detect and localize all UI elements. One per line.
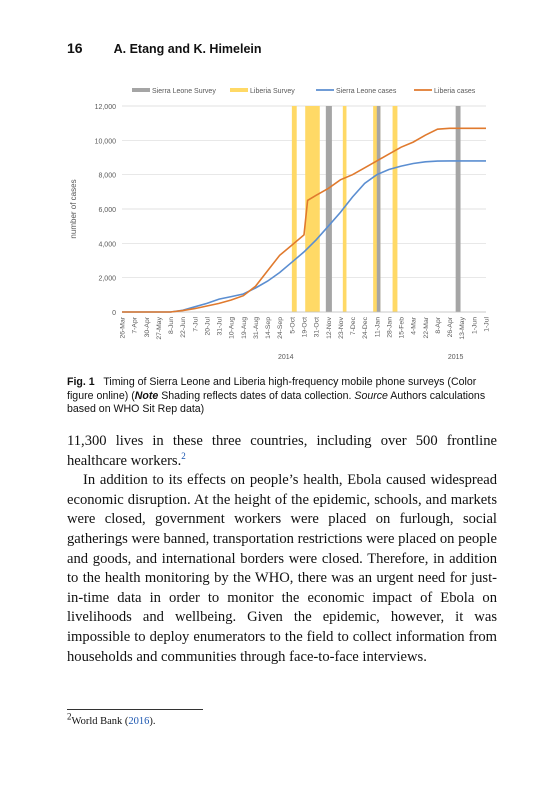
legend-label: Sierra Leone cases [336,88,397,95]
x-tick-label: 27-May [155,317,163,340]
caption-note-word: Note [134,389,159,402]
y-tick-label: 4,000 [98,241,116,249]
x-tick-label: 26-Mar [119,317,127,339]
x-tick-label: 26-Apr [447,317,455,338]
x-tick-label: 11-Jan [374,317,382,338]
x-tick-label: 20-Jul [204,317,212,336]
x-tick-label: 30-Apr [143,317,151,338]
survey-band [292,106,297,312]
body-text [67,432,497,667]
paragraph-1-text: 11,300 lives in these three countries, including over 500 frontline healthcare workers. [67,433,497,469]
x-tick-label: 14-Sep [265,317,273,339]
y-tick-label: 6,000 [98,207,116,214]
y-tick-label: 10,000 [94,138,116,146]
x-tick-label: 31-Jul [216,317,224,336]
x-tick-label: 24-Sep [277,317,285,339]
x-tick-label: 8-Jun [168,317,176,335]
x-tick-label: 7-Jul [192,317,200,332]
page-header [67,40,262,56]
year-label: 2014 [278,354,294,361]
survey-band [456,106,461,312]
paragraph-2: In addition to its effects on people’s health, Ebola caused widespread economic disruption. At the height of the epidemic, schools, and markets were closed, government workers were placed on furlough, social gatherings were banned, transportation restrictions were placed on people and goods, and international borders were closed. Therefore, in addition to the health monitoring by the WHO, there was an urgent need for just-in-time data in order to monitor the economic impact of Ebola on livelihoods and wellbeing. Given the epidemic, however, it was impossible to deploy enumerators to the field to collect information from households and communities through face-to-face interviews. [67,472,497,665]
series-line [122,128,486,312]
caption-source-word: Source [354,389,388,402]
x-tick-label: 24-Dec [362,317,370,339]
running-head-authors: A. Etang and K. Himelein [113,42,262,56]
legend-swatch [230,88,248,92]
x-tick-label: 22-Mar [422,317,430,339]
footnote-close: ). [149,716,156,727]
legend-label: Liberia Survey [250,88,295,95]
footnote-marker: 2 [67,711,72,722]
chart-svg [60,84,500,369]
survey-band [377,106,381,312]
year-label: 2015 [447,354,464,361]
y-axis-label: number of cases [69,179,78,239]
x-tick-label: 31-Aug [252,317,260,339]
y-tick-label: 8,000 [98,172,116,180]
footnote-text: World Bank ( [71,716,129,727]
x-tick-label: 5-Oct [289,317,297,334]
footnote-divider [67,709,203,710]
x-tick-label: 4-Mar [410,317,418,335]
series-line [122,161,486,312]
x-tick-label: 8-Apr [434,317,442,334]
caption-label: Fig. 1 [67,376,95,388]
figure-caption [67,376,497,417]
legend-label: Sierra Leone Survey [152,88,216,95]
x-tick-label: 12-Nov [325,317,333,339]
y-tick-label: 12,000 [94,104,116,111]
x-tick-label: 7-Dec [350,317,358,336]
x-tick-label: 19-Aug [240,317,248,339]
x-tick-label: 19-Oct [301,317,309,338]
x-tick-label: 10-Aug [228,317,236,339]
x-tick-label: 1-Jul [483,317,491,332]
caption-text-b: Shading reflects dates of data collection. [158,389,355,402]
survey-band [393,106,398,312]
footnote-ref[interactable]: 2 [181,450,186,461]
x-tick-label: 13-May [459,317,467,340]
x-tick-label: 23-Nov [337,317,345,339]
y-tick-label: 2,000 [98,275,116,283]
page-number: 16 [67,40,83,56]
x-tick-label: 31-Oct [313,317,321,338]
figure-chart [60,84,500,369]
x-tick-label: 7-Apr [131,317,139,334]
x-tick-label: 15-Feb [398,317,406,339]
caption-text-a: Timing of Sierra Leone and Liberia high-frequency mobile phone surveys (Color figure online) ( [67,376,477,402]
legend-swatch [132,88,150,92]
footnote-year-link[interactable]: 2016 [128,716,150,727]
footnote [67,711,156,727]
legend-label: Liberia cases [434,88,476,95]
caption-text-c: Authors calculations based on WHO Sit Rep data) [67,389,486,415]
x-tick-label: 22-Jun [180,317,188,338]
paragraph-1 [67,432,497,471]
x-tick-label: 28-Jan [386,317,394,338]
x-tick-label: 1-Jun [471,317,479,335]
y-tick-label: 0 [112,310,116,317]
survey-band [326,106,332,312]
